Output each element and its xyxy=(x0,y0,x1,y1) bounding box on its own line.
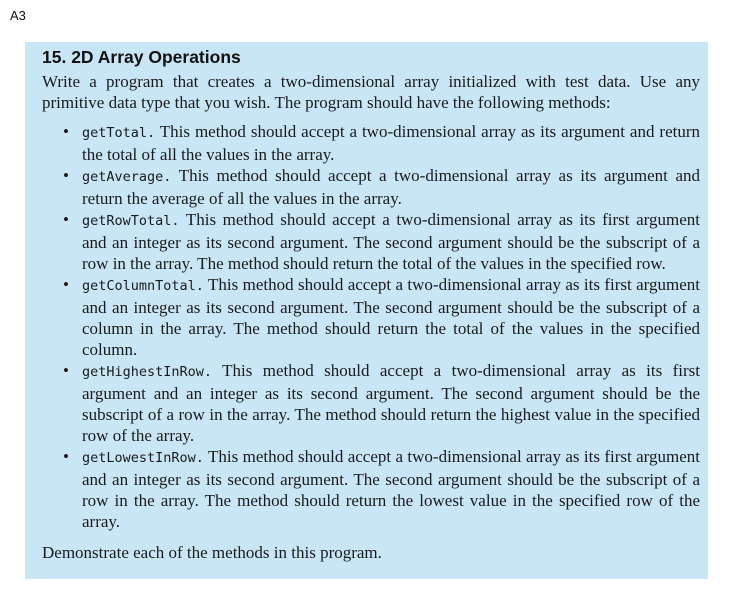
exercise-panel xyxy=(25,42,708,579)
exercise-closing: Demonstrate each of the methods in this program. xyxy=(42,543,382,562)
bullet-icon: • xyxy=(63,447,69,466)
method-description: This method should accept a two-dimensional array as its first argument and an integer as its second argument. The second argument should be the subscript of a row in the array. The method should return the total of the values in the specified row. xyxy=(82,210,700,273)
bullet-icon: • xyxy=(63,210,69,229)
method-list xyxy=(42,121,700,532)
method-item xyxy=(42,121,700,165)
exercise-intro: Write a program that creates a two-dimensional array initialized with test data. Use any primitive data type that you wish. The program should have the following methods: xyxy=(42,72,700,112)
method-item xyxy=(42,446,700,532)
bullet-icon: • xyxy=(63,122,69,141)
method-name: getLowestInRow. xyxy=(82,450,204,466)
method-description: This method should accept a two-dimensional array as its argument and return the total of all the values in the array. xyxy=(82,122,700,164)
method-name: getAverage. xyxy=(82,169,172,185)
bullet-icon: • xyxy=(63,166,69,185)
exercise-heading: 15. 2D Array Operations xyxy=(42,47,241,67)
method-description: This method should accept a two-dimensional array as its first argument and an integer as its second argument. The second argument should be the subscript of a column in the array. The method should return the total of the values in the specified column. xyxy=(82,275,700,359)
method-name: getColumnTotal. xyxy=(82,278,204,294)
method-item xyxy=(42,360,700,446)
method-description: This method should accept a two-dimensional array as its argument and return the average of all the values in the array. xyxy=(82,166,700,208)
method-item xyxy=(42,274,700,360)
method-item xyxy=(42,209,700,274)
method-description: This method should accept a two-dimensional array as its first argument and an integer as its second argument. The second argument should be the subscript of a row in the array. The method should return the highest value in the specified row of the array. xyxy=(82,361,700,445)
method-description: This method should accept a two-dimensional array as its first argument and an integer as its second argument. The second argument should be the subscript of a row in the array. The method should return the lowest value in the specified row of the array. xyxy=(82,447,700,531)
method-item xyxy=(42,165,700,209)
bullet-icon: • xyxy=(63,361,69,380)
method-name: getHighestInRow. xyxy=(82,364,213,380)
bullet-icon: • xyxy=(63,275,69,294)
page-label: A3 xyxy=(10,8,26,23)
method-name: getTotal. xyxy=(82,125,156,141)
method-name: getRowTotal. xyxy=(82,213,180,229)
